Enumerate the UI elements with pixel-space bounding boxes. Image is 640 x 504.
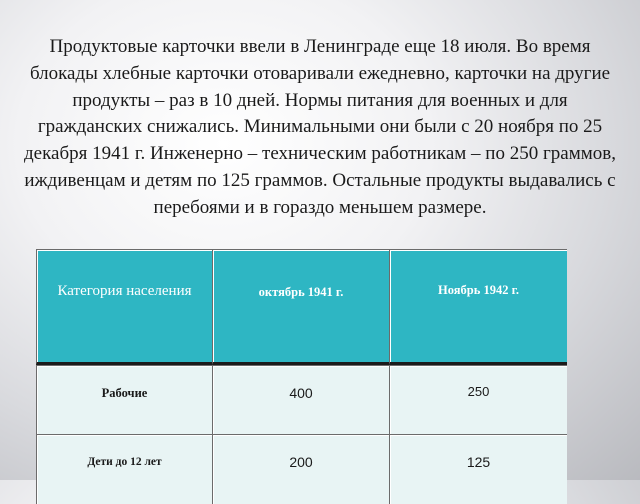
header-population-category: Категория населения — [36, 249, 212, 365]
rations-table-grid — [36, 249, 567, 504]
cell-workers-oct1941: 400 — [212, 365, 389, 434]
table-row — [36, 365, 567, 434]
row-category-children: Дети до 12 лет — [36, 434, 212, 504]
table-row — [36, 434, 567, 504]
header-october-1941: октябрь 1941 г. — [212, 249, 389, 365]
table-header-row — [36, 249, 567, 365]
row-category-workers: Рабочие — [36, 365, 212, 434]
intro-paragraph: Продуктовые карточки ввели в Ленинграде еще 18 июля. Во время блокады хлебные карточки отоваривали ежедневно, карточки на другие продукты – раз в 10 дней. Нормы питания для военных и для гражданских снижались. Минимальными они были с 20 ноября по 25 декабря 1941 г. Инженерно – техническим работникам – по 250 граммов, иждивенцам и детям по 125 граммов. Остальные продукты выдавались с перебоями и в гораздо меньшем размере. — [24, 36, 616, 218]
cell-workers-nov1942: 250 — [389, 365, 567, 434]
cell-children-oct1941: 200 — [212, 434, 389, 504]
rations-table — [36, 249, 567, 470]
cell-children-nov1942: 125 — [389, 434, 567, 504]
header-november-1942: Ноябрь 1942 г. — [389, 249, 567, 365]
